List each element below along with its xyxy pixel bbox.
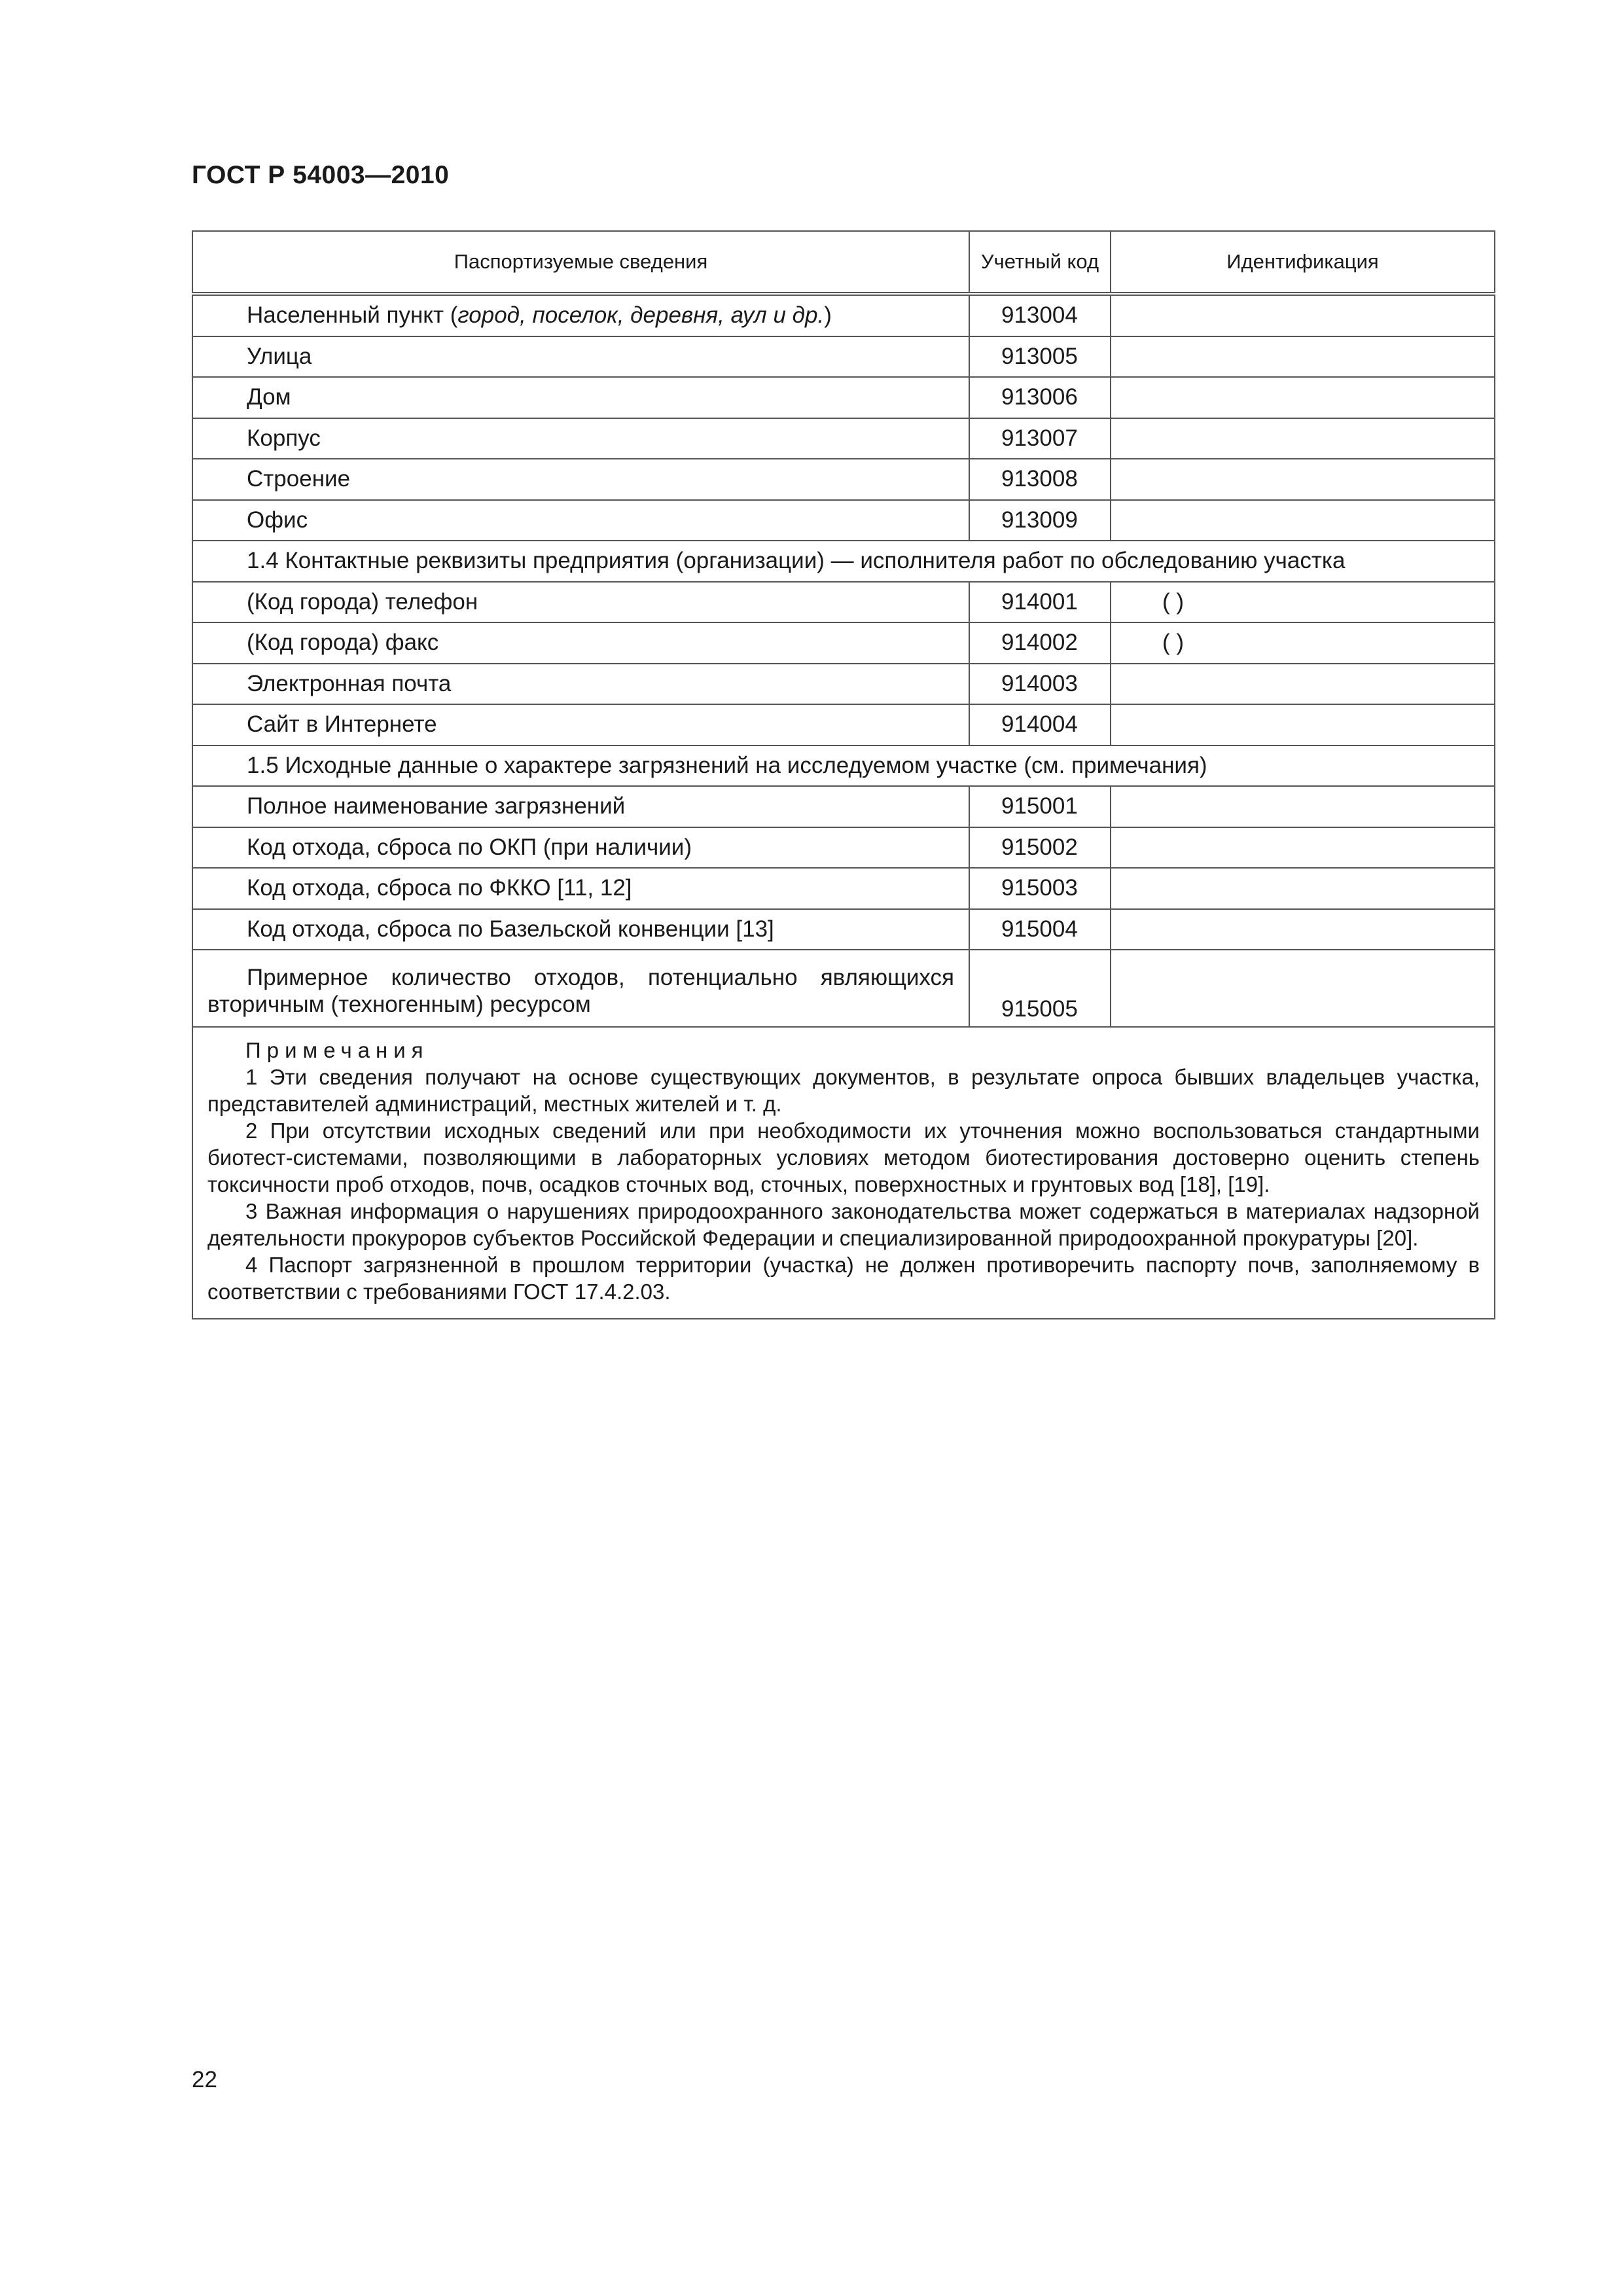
row-identification[interactable]	[1111, 868, 1495, 909]
row-code: 915003	[969, 868, 1111, 909]
row-identification[interactable]	[1111, 704, 1495, 745]
row-code: 914002	[969, 622, 1111, 664]
row-code: 915001	[969, 786, 1111, 827]
row-code: 914003	[969, 664, 1111, 705]
notes-block	[192, 1027, 1495, 1319]
row-identification[interactable]	[1111, 294, 1495, 336]
note-item: 3 Важная информация о нарушениях природоохранного законодательства может содержаться в материалах надзорной деятельности прокуроров субъектов Российской Федерации и специализированной природоохранной прокуратуры [20].	[207, 1199, 1480, 1250]
table-row	[192, 500, 1495, 541]
section-heading-1-5: 1.5 Исходные данные о характере загрязнений на исследуемом участке (см. примечания)	[192, 745, 1495, 787]
row-code: 915005	[969, 950, 1111, 1027]
row-label: Код отхода, сброса по ОКП (при наличии)	[192, 827, 969, 869]
column-header-info: Паспортизуемые сведения	[192, 231, 969, 294]
column-header-identification: Идентификация	[1111, 231, 1495, 294]
note-item: 2 При отсутствии исходных сведений или при необходимости их уточнения можно воспользоваться стандартными биотест-системами, позволяющими в лабораторных условиях методом биотестирования достоверно оценить степень токсичности проб отходов, почв, осадков сточных вод, сточных, поверхностных и грунтовых вод [18], [19].	[207, 1119, 1480, 1196]
row-code: 913009	[969, 500, 1111, 541]
table-row	[192, 786, 1495, 827]
note-item: 4 Паспорт загрязненной в прошлом территории (участка) не должен противоречить паспорту почв, заполняемому в соответствии с требованиями ГОСТ 17.4.2.03.	[207, 1253, 1480, 1304]
row-identification[interactable]	[1111, 377, 1495, 418]
row-label-text: Примерное количество отходов, потенциально являющихся вторичным (техногенным) ресурсом	[207, 965, 954, 1017]
row-identification[interactable]	[1111, 950, 1495, 1027]
row-label	[192, 294, 969, 336]
row-label: Строение	[192, 459, 969, 500]
row-label-tail: )	[824, 302, 832, 329]
section-row	[192, 745, 1495, 787]
row-identification[interactable]	[1111, 786, 1495, 827]
row-label: Код отхода, сброса по Базельской конвенции [13]	[192, 909, 969, 950]
row-label-text: Населенный пункт (	[247, 302, 458, 329]
row-code: 913006	[969, 377, 1111, 418]
row-label: (Код города) телефон	[192, 582, 969, 623]
row-label: Улица	[192, 336, 969, 378]
table-row	[192, 377, 1495, 418]
table-row	[192, 950, 1495, 1027]
table-row	[192, 294, 1495, 336]
table-row	[192, 418, 1495, 459]
row-label: Дом	[192, 377, 969, 418]
row-label: Полное наименование загрязнений	[192, 786, 969, 827]
table-row	[192, 704, 1495, 745]
row-identification[interactable]	[1111, 909, 1495, 950]
row-code: 915004	[969, 909, 1111, 950]
note-item: 1 Эти сведения получают на основе существующих документов, в результате опроса бывших владельцев участка, представителей администраций, местных жителей и т. д.	[207, 1065, 1480, 1116]
table-row	[192, 909, 1495, 950]
row-code: 913007	[969, 418, 1111, 459]
row-label: Сайт в Интернете	[192, 704, 969, 745]
row-identification[interactable]: ( )	[1111, 622, 1495, 664]
row-label-italic: город, поселок, деревня, аул и др.	[457, 302, 825, 329]
document-header: ГОСТ Р 54003—2010	[192, 161, 450, 189]
section-heading-1-4: 1.4 Контактные реквизиты предприятия (организации) — исполнителя работ по обследованию участка	[192, 541, 1495, 582]
section-row	[192, 541, 1495, 582]
row-identification[interactable]: ( )	[1111, 582, 1495, 623]
table-row	[192, 622, 1495, 664]
row-label	[192, 950, 969, 1027]
table-row	[192, 868, 1495, 909]
row-label: (Код города) факс	[192, 622, 969, 664]
row-label: Офис	[192, 500, 969, 541]
notes-title: Примечания	[245, 1038, 429, 1062]
row-label: Корпус	[192, 418, 969, 459]
row-identification[interactable]	[1111, 336, 1495, 378]
page-number: 22	[192, 2067, 217, 2092]
row-label: Код отхода, сброса по ФККО [11, 12]	[192, 868, 969, 909]
column-header-code: Учетный код	[969, 231, 1111, 294]
table-row	[192, 664, 1495, 705]
table-row	[192, 459, 1495, 500]
table-row	[192, 582, 1495, 623]
row-identification[interactable]	[1111, 827, 1495, 869]
row-label: Электронная почта	[192, 664, 969, 705]
row-code: 914001	[969, 582, 1111, 623]
notes-row	[192, 1027, 1495, 1319]
table-row	[192, 827, 1495, 869]
passport-table	[192, 230, 1495, 1319]
row-code: 913008	[969, 459, 1111, 500]
table-row	[192, 336, 1495, 378]
row-code: 915002	[969, 827, 1111, 869]
row-code: 913005	[969, 336, 1111, 378]
row-identification[interactable]	[1111, 664, 1495, 705]
row-code: 914004	[969, 704, 1111, 745]
row-identification[interactable]	[1111, 459, 1495, 500]
table-header-row	[192, 231, 1495, 294]
row-code: 913004	[969, 294, 1111, 336]
row-identification[interactable]	[1111, 418, 1495, 459]
row-identification[interactable]	[1111, 500, 1495, 541]
